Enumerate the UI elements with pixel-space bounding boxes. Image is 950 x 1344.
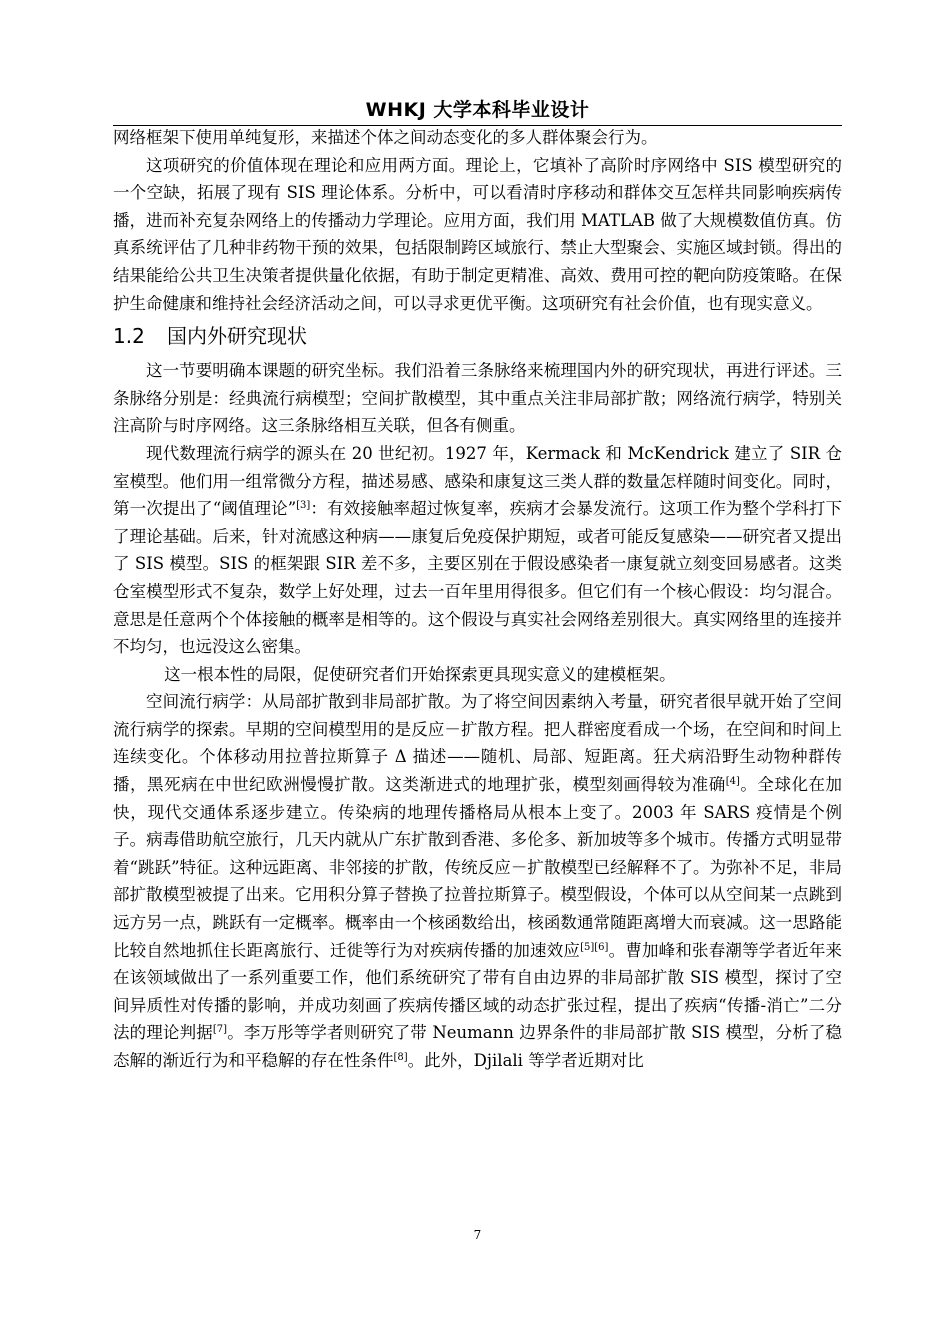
- paragraph-research-overview: 这一节要明确本课题的研究坐标。我们沿着三条脉络来梳理国内外的研究现状，再进行评述。三条脉络分别是：经典流行病模型；空间扩散模型，其中重点关注非局部扩散；网络流行病学，特别关注高阶与时序网络。这三条脉络相互关联，但各有侧重。: [113, 361, 842, 436]
- page-number: 7: [473, 1228, 482, 1242]
- text-run: 现代数理流行病学的源头在 20 世纪初。1927 年，Kermack 和 McKendrick 建立了 SIR 仓室模型。他们用一组常微分方程，描述易感、感染和康复这三类人群的数量怎样随时间变化。同时，第一次提出了“阈值理论”: [113, 443, 842, 519]
- citation-ref: [3]: [296, 500, 311, 512]
- section-number: 1.2: [113, 324, 145, 349]
- text-run: ：有效接触率超过恢复率，疾病才会暴发流行。这项工作为整个学科打下了理论基础。后来，针对流感这种病——康复后免疫保护期短，或者可能反复感染——研究者又提出了 SIS 模型。SIS 的框架跟 SIR 差不多，主要区别在于假设感染者一康复就立刻变回易感者。这类仓室模型形式不复杂，数学上好处理，过去一百年里用得很多。但它们有一个核心假设：均匀混合。意思是任意两个个体接触的概率是相等的。这个假设与真实社会网络差别很大。真实网络里的连接并不均匀，也远没这么密集。: [113, 499, 842, 657]
- paragraph-limitation: 这一根本性的局限，促使研究者们开始探索更具现实意义的建模框架。: [164, 664, 676, 684]
- body-text: [113, 124, 842, 1075]
- section-heading: [113, 319, 842, 353]
- page-header: WHKJ 大学本科毕业设计: [365, 99, 590, 121]
- paragraph-classic-models: [113, 440, 842, 661]
- citation-ref: [4]: [725, 776, 740, 788]
- text-run: 。全球化在加快，现代交通体系逐步建立。传染病的地理传播格局从根本上变了。2003 年 SARS 疫情是个例子。病毒借助航空旅行，几天内就从广东扩散到香港、多伦多、新加坡等多个城市。传播方式明显带着“跳跃”特征。这种远距离、非邻接的扩散，传统反应－扩散模型已经解释不了。为弥补不足，非局部扩散模型被提了出来。它用积分算子替换了拉普拉斯算子。模型假设，个体可以从空间某一点跳到远方另一点，跳跃有一定概率。概率由一个核函数给出，核函数通常随距离增大而衰减。这一思路能比较自然地抓住长距离旅行、迁徙等行为对疾病传播的加速效应: [113, 775, 843, 960]
- text-run: 。李万彤等学者则研究了带 Neumann 边界条件的非局部扩散 SIS 模型，分析了稳态解的渐近行为和平稳解的存在性条件: [113, 1023, 843, 1070]
- text-run: 。曹加峰和张春潮等学者近年来在该领域做出了一系列重要工作，他们系统研究了带有自由边界的非局部扩散 SIS 模型，探讨了空间异质性对传播的影响，并成功刻画了疾病传播区域的动态扩张过程，提出了疾病“传播-消亡”二分法的理论判据: [113, 940, 843, 1043]
- citation-ref: [7]: [212, 1024, 228, 1036]
- section-title: 国内外研究现状: [167, 324, 307, 349]
- citation-ref: [5][6]: [580, 941, 609, 953]
- text-run: 空间流行病学：从局部扩散到非局部扩散。为了将空间因素纳入考量，研究者很早就开始了空间流行病学的探索。早期的空间模型用的是反应－扩散方程。把人群密度看成一个场，在空间和时间上连续变化。个体移动用拉普拉斯算子 Δ 描述——随机、局部、短距离。狂犬病沿野生动物种群传播，黑死病在中世纪欧洲慢慢扩散。这类渐进式的地理扩张，模型刻画得较为准确: [113, 692, 842, 795]
- paragraph-research-value: 这项研究的价值体现在理论和应用两方面。理论上，它填补了高阶时序网络中 SIS 模型研究的一个空缺，拓展了现有 SIS 理论体系。分析中，可以看清时序移动和群体交互怎样共同影响疾病传播，进而补充复杂网络上的传播动力学理论。应用方面，我们用 MATLAB 做了大规模数值仿真。仿真系统评估了几种非药物干预的效果，包括限制跨区域旅行、禁止大型聚会、实施区域封锁。得出的结果能给公共卫生决策者提供量化依据，有助于制定更精准、高效、费用可控的靶向防疫策略。在保护生命健康和维持社会经济活动之间，可以寻求更优平衡。这项研究有社会价值，也有现实意义。: [113, 155, 842, 313]
- paragraph-continuation: 网络框架下使用单纯复形，来描述个体之间动态变化的多人群体聚会行为。: [113, 128, 658, 147]
- text-run: 。此外，Djilali 等学者近期对比: [407, 1051, 644, 1070]
- citation-ref: [8]: [393, 1052, 408, 1063]
- paragraph-spatial-epidemiology: [113, 688, 842, 1074]
